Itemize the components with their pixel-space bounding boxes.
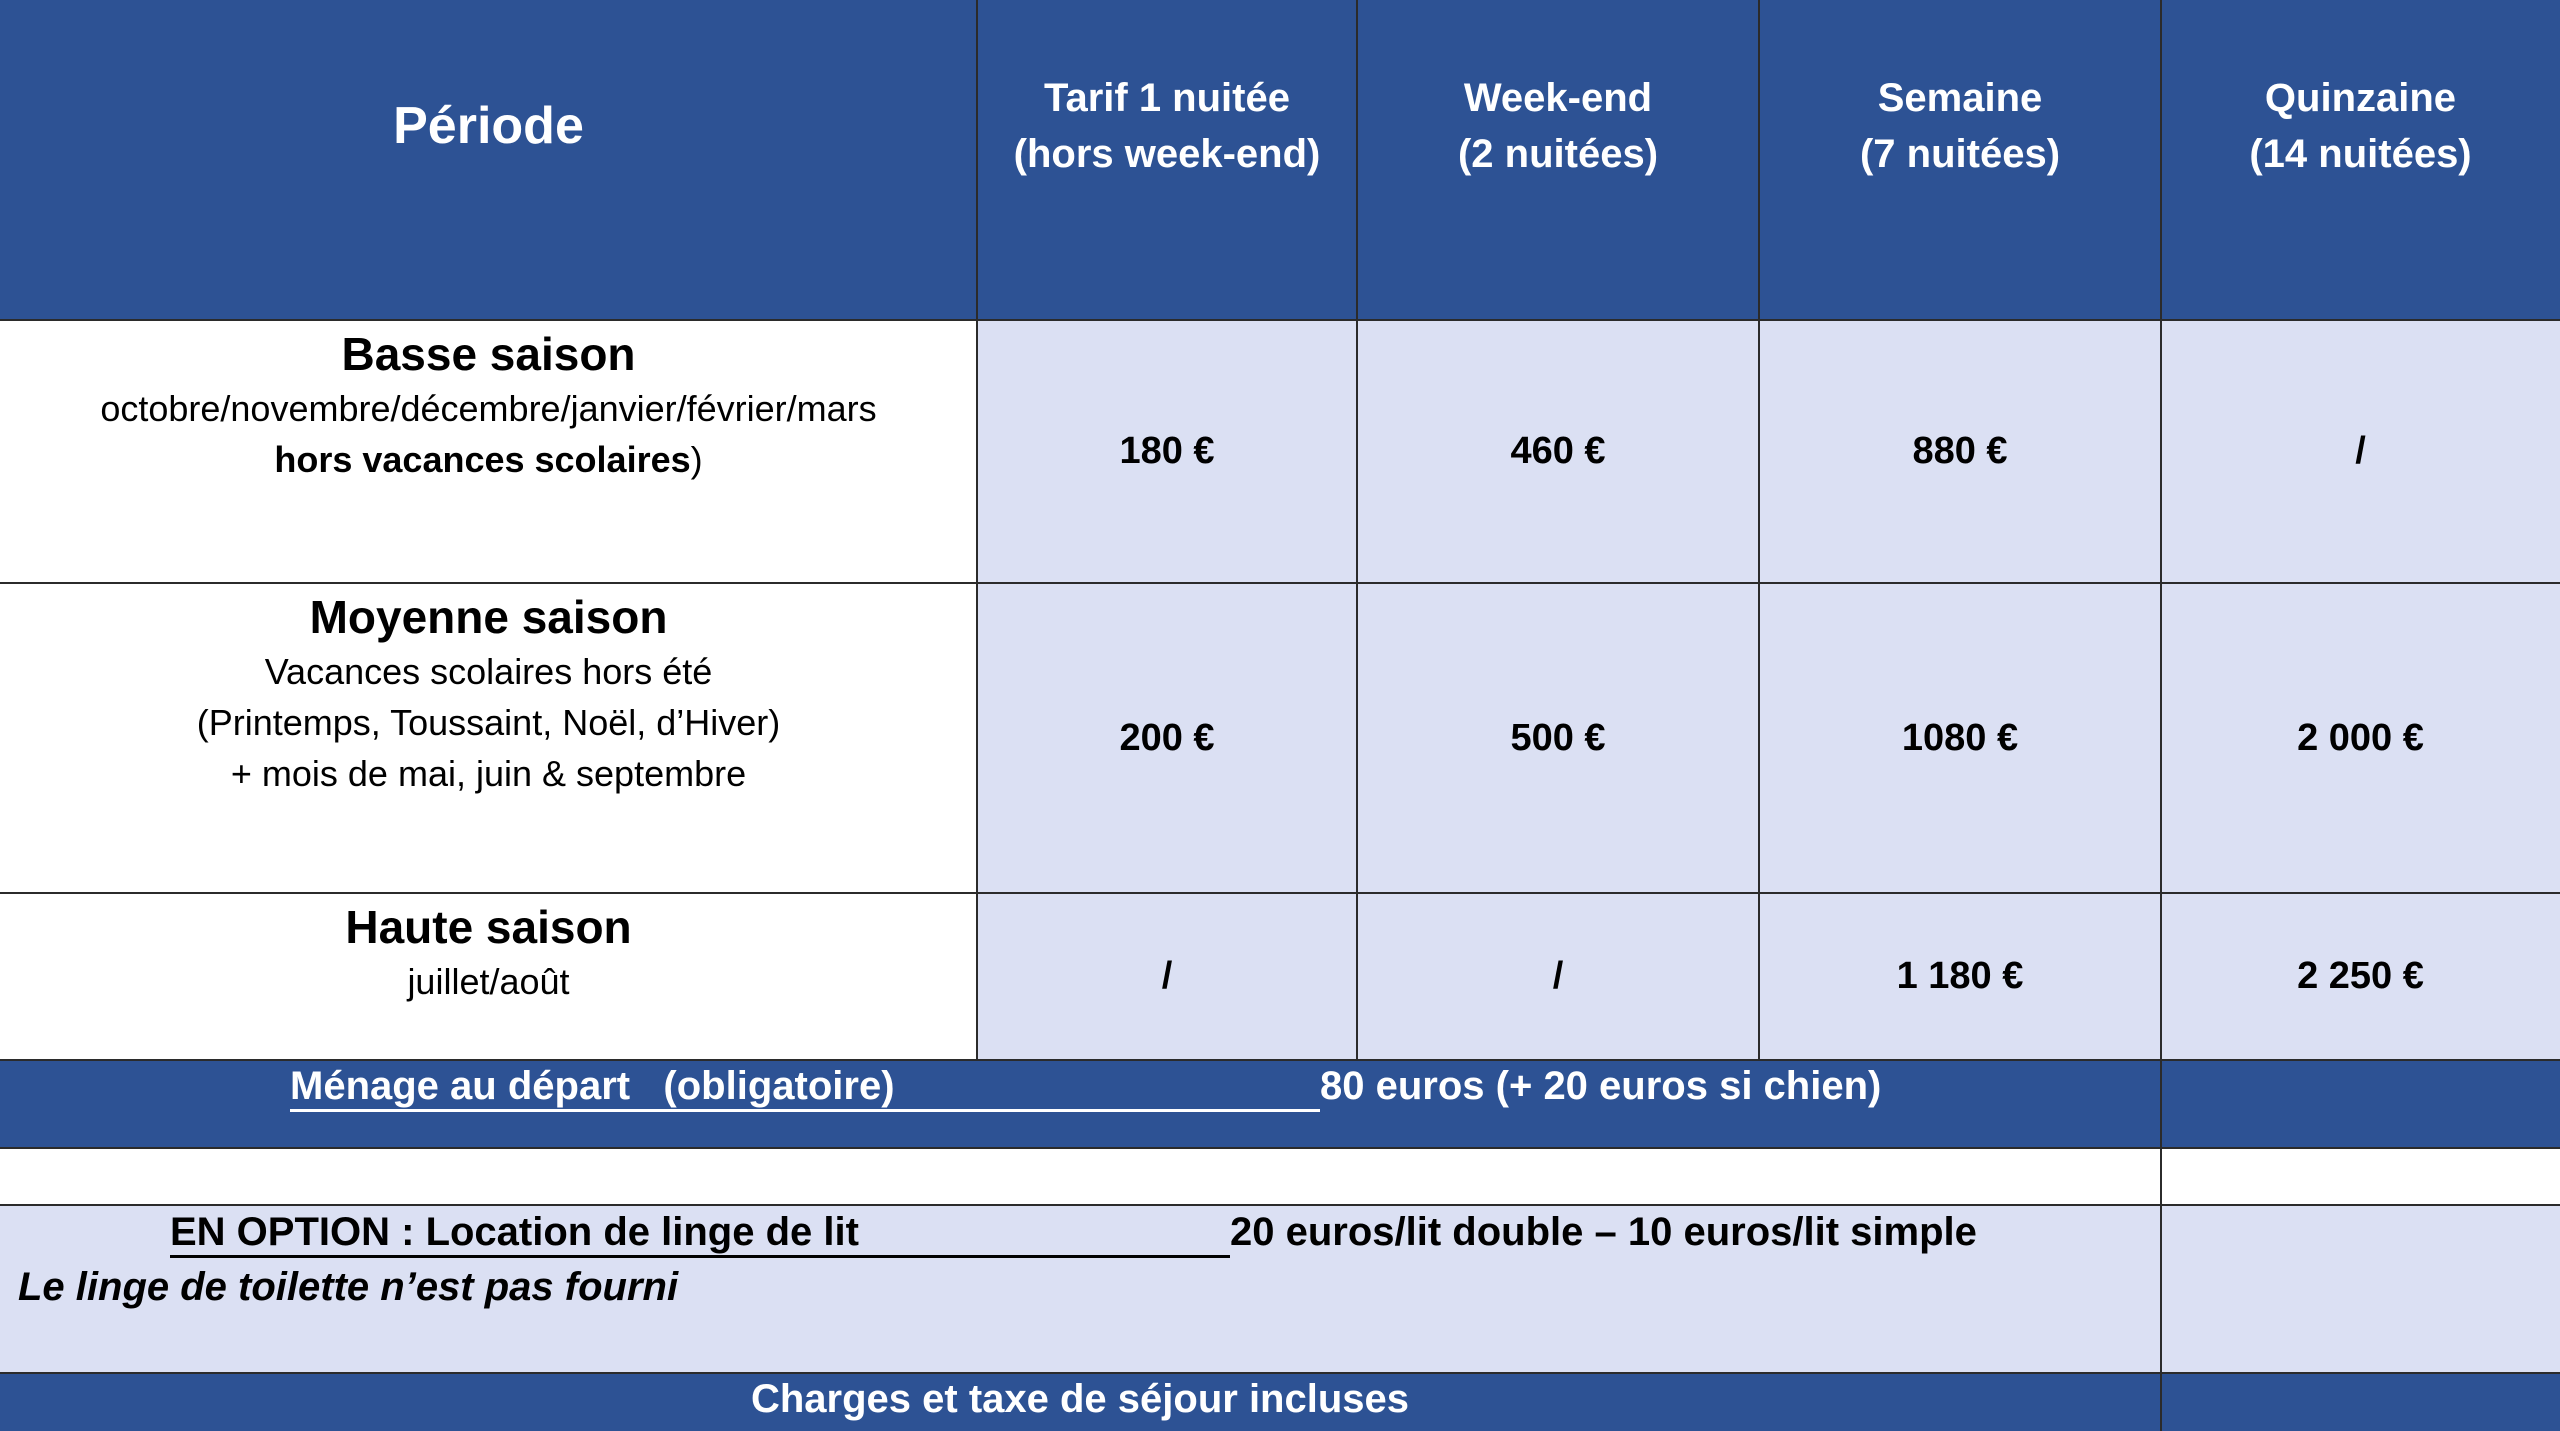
grid-line: [0, 1147, 2560, 1149]
header-col-week: [1759, 0, 2161, 320]
header-col-fortnight-line1: Quinzaine: [2264, 76, 2457, 120]
price-value: 180 €: [1119, 430, 1215, 472]
grid-line: [0, 582, 2560, 584]
price-value: /: [1552, 955, 1564, 997]
period-condition-tail: ): [690, 439, 703, 480]
period-line: (Printemps, Toussaint, Noël, d’Hiver): [196, 702, 781, 743]
price-value: 500 €: [1510, 716, 1606, 759]
price-value: /: [2355, 430, 2366, 472]
spacer-row: [0, 1148, 2560, 1205]
price-value: 1080 €: [1901, 716, 2019, 759]
period-title: Moyenne saison: [309, 591, 668, 643]
header-period: Période: [393, 97, 584, 155]
option-text: [170, 1210, 1977, 1255]
header-col-nightly-line2: (hors week-end): [1013, 132, 1321, 176]
menage-label-line: [290, 1064, 1320, 1112]
menage-value: 80 euros (+ 20 euros si chien): [1320, 1064, 1882, 1108]
grid-line: [2160, 0, 2162, 1431]
grid-line: [0, 1204, 2560, 1206]
price-cell: [1759, 893, 2161, 1060]
header-col-weekend-line2: (2 nuitées): [1457, 132, 1659, 176]
period-line: Vacances scolaires hors été: [264, 651, 713, 692]
price-value: 880 €: [1912, 430, 2008, 472]
price-cell: [2161, 320, 2560, 583]
option-label-line: [170, 1210, 1230, 1258]
period-condition-bold: hors vacances scolaires: [274, 439, 691, 480]
header-col-week-line1: Semaine: [1877, 76, 2043, 120]
price-cell: [1357, 893, 1759, 1060]
header-col-weekend-line1: Week-end: [1463, 76, 1653, 120]
price-cell: [977, 583, 1357, 893]
option-note: Le linge de toilette n’est pas fourni: [18, 1265, 679, 1309]
price-value: /: [1161, 955, 1173, 997]
grid-line: [0, 1059, 2560, 1061]
price-value: 2 000 €: [2297, 716, 2424, 759]
period-line: + mois de mai, juin & septembre: [230, 753, 747, 794]
period-months: octobre/novembre/décembre/janvier/février/mars: [100, 388, 877, 429]
period-title: Haute saison: [345, 901, 632, 953]
price-cell: [977, 320, 1357, 583]
header-col-weekend: [1357, 0, 1759, 320]
header-col-nightly: [977, 0, 1357, 320]
option-value: 20 euros/lit double – 10 euros/lit simple: [1230, 1210, 1977, 1254]
header-period-cell: [0, 0, 977, 320]
menage-label: Ménage au départ (obligatoire): [290, 1064, 895, 1108]
price-cell: [1759, 320, 2161, 583]
header-col-week-line2: (7 nuitées): [1859, 132, 2061, 176]
header-col-fortnight-line2: (14 nuitées): [2249, 132, 2472, 176]
grid-line: [976, 0, 978, 1060]
charges-text: Charges et taxe de séjour incluses: [750, 1377, 1410, 1421]
price-value: 1 180 €: [1896, 955, 2024, 997]
price-cell: [1357, 583, 1759, 893]
period-cell-moyenne-saison: [0, 583, 977, 893]
price-cell: [977, 893, 1357, 1060]
grid-line: [0, 1372, 2560, 1374]
price-cell: [2161, 893, 2560, 1060]
grid-line: [0, 892, 2560, 894]
price-cell: [1759, 583, 2161, 893]
price-value: 200 €: [1119, 716, 1215, 759]
price-cell: [2161, 583, 2560, 893]
option-label: EN OPTION : Location de linge de lit: [170, 1210, 859, 1254]
header-col-nightly-line1: Tarif 1 nuitée: [1044, 76, 1290, 120]
period-condition: [0, 434, 977, 485]
period-cell-haute-saison: [0, 893, 977, 1060]
price-value: 460 €: [1510, 430, 1606, 472]
price-value: 2 250 €: [2297, 955, 2424, 997]
grid-line: [1356, 0, 1358, 1060]
menage-text: [290, 1064, 1881, 1109]
grid-line: [1758, 0, 1760, 1060]
header-col-fortnight: [2161, 0, 2560, 320]
period-cell-basse-saison: [0, 320, 977, 583]
period-title: Basse saison: [341, 328, 636, 380]
period-months: juillet/août: [407, 961, 570, 1002]
grid-line: [0, 319, 2560, 321]
price-cell: [1357, 320, 1759, 583]
